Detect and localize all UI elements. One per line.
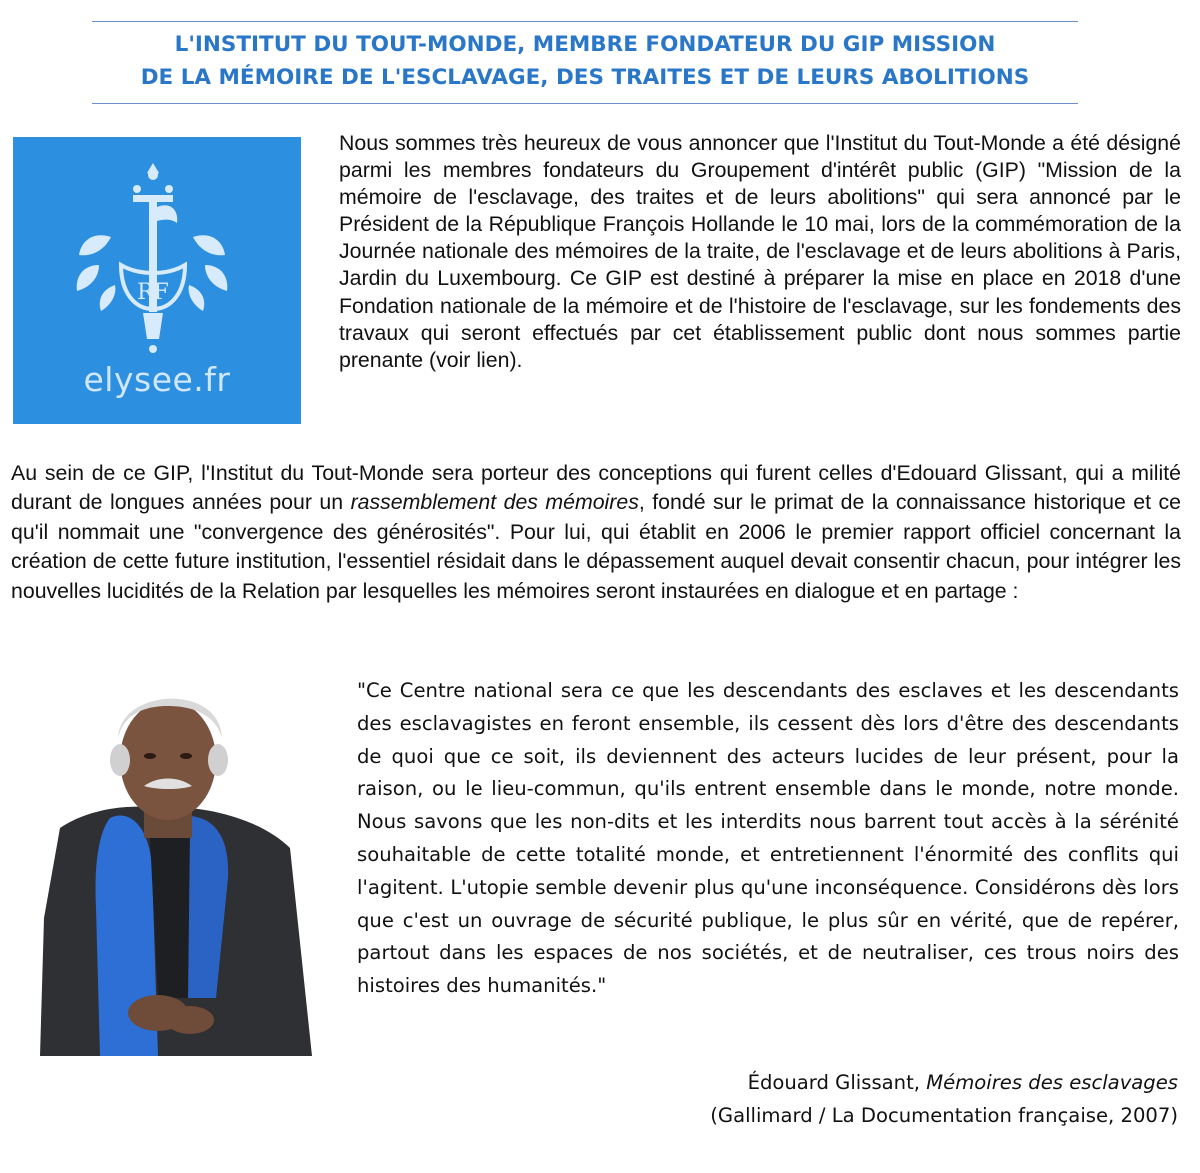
glissant-quote: "Ce Centre national sera ce que les descendants des esclaves et les descendants des esclavagistes en feront ensemble, ils cessent dès lors d'être des descendants de quoi que ce soit, ils deviennent des acteurs lucides de leur présent, pour la raison, ou le lieu-commun, qu'ils entrent ensemble dans le monde, notre monde. Nous savons que les non-dits et les interdits nous barrent tout accès à la sérénité souhaitable de cette totalité monde, et entretiennent l'énormité des conflits qui l'agitent. L'utopie semble devenir plus qu'une inconséquence. Considérons dès lors que c'est un ouvrage de sécurité publique, le plus sûr en vérité, que de repérer, partout dans les espaces de nos sociétés, et de neutraliser, ces trous noirs des histoires des humanités." — [357, 679, 1179, 998]
attribution-work: Mémoires des esclavages — [926, 1071, 1178, 1094]
portrait-image — [40, 668, 314, 1056]
logo-text: elysee.fr — [83, 360, 231, 399]
title-line-2: DE LA MÉMOIRE DE L'ESCLAVAGE, DES TRAITES ET DE LEURS ABOLITIONS — [140, 65, 1030, 90]
body-emphasis: rassemblement des mémoires — [350, 490, 639, 515]
page-title — [60, 28, 1110, 94]
top-rule — [92, 21, 1078, 22]
title-line-1: L'INSTITUT DU TOUT-MONDE, MEMBRE FONDATEUR DU GIP MISSION — [174, 32, 996, 57]
attribution-author: Édouard Glissant, — [747, 1071, 927, 1094]
elysee-logo[interactable] — [13, 137, 301, 424]
logo-monogram: RF — [137, 280, 169, 305]
body-part-1: Au sein de ce GIP, l'Institut du Tout-Monde sera porteur des conceptions qui furent celles d'Edouard Glissant, qui a milité durant de longues années pour un — [11, 461, 1181, 515]
portrait-photo — [40, 668, 314, 1056]
bottom-rule — [92, 103, 1078, 104]
quote-attribution — [710, 1067, 1178, 1132]
attribution-line-1 — [710, 1067, 1178, 1100]
intro-paragraph: Nous sommes très heureux de vous annoncer que l'Institut du Tout-Monde a été désigné parmi les membres fondateurs du Groupement d'intérêt public (GIP) "Mission de la mémoire de l'esclavage, des traites et de leurs abolitions" qui sera annoncé par le Président de la République François Hollande le 10 mai, lors de la commémoration de la Journée nationale des mémoires de la traite, de l'esclavage et de leurs abolitions à Paris, Jardin du Luxembourg. Ce GIP est destiné à préparer la mise en place en 2018 d'une Fondation nationale de la mémoire et de l'histoire de l'esclavage, sur les fondements des travaux qui seront effectués par cet établissement public dont nous sommes partie prenante (voir lien). — [339, 131, 1181, 372]
body-part-2: , fondé sur le primat de la connaissance historique et ce qu'il nommait une "convergence des générosités". Pour lui, qui établit en 2006 le premier rapport officiel concernant la création de cette future institution, l'essentiel résidait dans le dépassement auquel devait consentir chacun, pour intégrer les nouvelles lucidités de la Relation par lesquelles les mémoires seront instaurées en dialogue et en partage : — [11, 490, 1181, 603]
attribution-publisher: (Gallimard / La Documentation française, 2007) — [710, 1103, 1178, 1127]
body-paragraph — [11, 459, 1181, 606]
